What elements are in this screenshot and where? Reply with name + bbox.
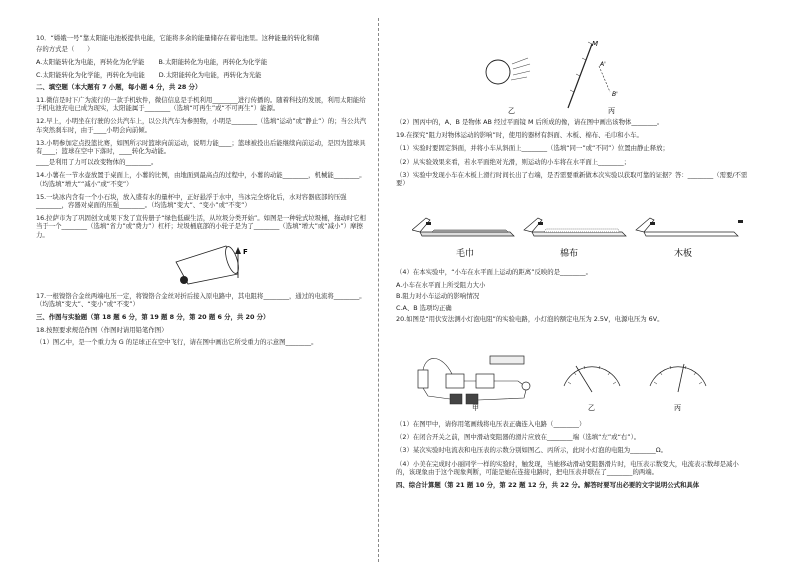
cart bbox=[426, 222, 431, 225]
circuit-label: 甲 bbox=[472, 404, 479, 412]
surface-wood-label: 木板 bbox=[674, 249, 693, 259]
question-19: 19.在探究“阻力对物体运动的影响”时，使用的器材有斜面、木板、棉布、毛巾和小车。 bbox=[396, 131, 643, 140]
question-20: 20.如图是“用伏安法测小灯泡电阻”的实验电路，小灯泡的额定电压为 2.5V，电源电压为 6V。 bbox=[396, 314, 664, 323]
question-11: 11.微信是时下广为流行的一款手机软件，微信信息是手机利用________进行传播的。随着科技的发展，利用太阳能给手机电池充电已成为现实，太阳能属于________（选填“可再生”或“不可再生”）能源。 bbox=[36, 96, 366, 113]
right-column-upper bbox=[396, 118, 748, 192]
trash-can-figure bbox=[166, 244, 286, 292]
option-a: A.太阳能转化为电能，再转化为化学能 bbox=[36, 58, 145, 67]
section-4-heading: 四、综合计算题（第 21 题 10 分，第 22 题 12 分，共 22 分。解答时要写出必要的文字说明公式和具体 bbox=[396, 481, 700, 490]
motion-line bbox=[513, 71, 530, 75]
voltmeter-dial bbox=[650, 364, 706, 392]
question-18: 18.按照要求规范作图（作图时请用铅笔作图） bbox=[36, 326, 168, 335]
question-20-part-2: （2）在闭合开关之前，图中滑动变阻器的滑片应放在________端（选填“左”或“右”）。 bbox=[396, 433, 641, 442]
question-12: 12.早上，小明坐在行驶的公共汽车上，以公共汽车为参照物，小明是________（选填“运动”或“静止”）的；当公共汽车突然刹车时，由于____小明会向前倾。 bbox=[36, 117, 367, 134]
figure-yi-label: 乙 bbox=[508, 107, 515, 115]
figures-yi-bing bbox=[396, 36, 748, 116]
question-20-part-4: （4）小美在完成时小丽同学一样的实验时，触发现，当她移动滑动变阻器滑片时，电压表示数变大，电流表示数却是减小的，该现象由于这个现象判断，可能是她在连接电路时，把电压表并联在了________的两端。 bbox=[396, 459, 739, 476]
surface-cotton-label: 棉布 bbox=[560, 249, 579, 259]
cart bbox=[738, 220, 743, 223]
mirror-hatch bbox=[570, 90, 574, 92]
voltmeter-label: 丙 bbox=[674, 404, 681, 412]
question-15: 15.一块冰内含有一个小石块，放入盛有水的量杯中，正好悬浮于水中，当冰完全熔化后，水对容器底部的压强________，容器对桌面的压强________。（均选填“变大”、“变小”或“不变”） bbox=[36, 192, 347, 210]
image-line-ab bbox=[599, 66, 610, 92]
question-13: 13.小明参加定点投篮比赛，如图所示时篮球向前运动，说明力能____；篮球被投出后能继续向前运动，是因为篮球具有____；篮球在空中下落时，____转化为动能。 bbox=[36, 138, 366, 156]
surface-towel-label: 毛巾 bbox=[456, 249, 475, 259]
column-divider bbox=[378, 18, 379, 562]
question-10-options-row1 bbox=[36, 58, 368, 66]
right-column-lower bbox=[396, 420, 748, 494]
ammeter-label: 乙 bbox=[588, 404, 595, 412]
question-13-cont: ____是利用了力可以改变物体的________。 bbox=[36, 158, 158, 167]
question-19-option-c: C.A、B 选项均正确 bbox=[396, 303, 452, 312]
cart bbox=[538, 222, 543, 225]
question-19-part-4: （4）在本实验中，“小车在水平面上运动的距离”反映的是________。 bbox=[396, 268, 593, 276]
force-label: F bbox=[243, 247, 248, 256]
question-18-part-1: （1）图乙中，是一个重力为 G 的足球正在空中飞行，请在图中画出它所受重力的示意图________。 bbox=[36, 337, 318, 346]
circuit-figures bbox=[414, 348, 766, 412]
question-16: 16.拉萨市为了巩固创文成果下发了宣传册子“绿色低碳生活，从垃圾分类开始”。如图是一种轮式垃圾桶，拖动时它相当于一个________（选填“省力”或“费力”）杠杆；垃圾桶底部的小轮子是为了________（选填“增大”或“减小”）摩擦力。 bbox=[36, 214, 366, 239]
question-18-part-2: （2）图丙中的，A、B 是物体 AB 经过平面镜 M 后所成的像，请在图中画出该物体________。 bbox=[396, 118, 664, 126]
ramp-towel bbox=[412, 218, 514, 236]
question-14: 14.小薯在一节水壶放置于桌面上，小薯的比例，由地面到最高点的过程中，小薯的动能________，机械能________。（均选填“增大”“减小”或“不变”） bbox=[36, 171, 366, 188]
left-column bbox=[36, 34, 368, 351]
option-c: C.太阳能转化为化学能，再转化为电能 bbox=[36, 70, 145, 79]
circuit-diagram bbox=[418, 356, 530, 404]
question-19-part-3: （3）实验中发现小车在木板上滑行时间长出了右端，是否需要重新做本次实验以获取可靠的证据？答：________（需要/不需要） bbox=[396, 170, 748, 188]
cart bbox=[650, 222, 655, 225]
trash-can-wheel bbox=[180, 276, 188, 284]
section-3-heading: 三、作图与实验题（第 18 题 6 分，第 19 题 8 分，第 20 题 6 分，共 20 分） bbox=[36, 313, 270, 322]
figure-bing-label: 丙 bbox=[608, 107, 615, 115]
mirror-hatch bbox=[576, 74, 580, 76]
ammeter-dial bbox=[564, 366, 620, 392]
question-17: 17.一根镍铬合金丝两端电压一定，将镍铬合金丝对折后接入原电路中，其电阻将________，通过的电流将________。（均选填“变大”、“变小”或“不变”） bbox=[36, 291, 366, 309]
mirror-hatch bbox=[582, 58, 586, 60]
ramp-cotton bbox=[524, 218, 626, 236]
motion-line bbox=[512, 58, 528, 64]
football bbox=[486, 60, 510, 84]
option-d: D.太阳能转化为电能，再转化为光能 bbox=[158, 70, 262, 79]
right-column-middle bbox=[396, 268, 748, 328]
question-20-part-1: （1）在图甲中，请你用笔画线将电压表正确连入电路（________） bbox=[396, 420, 586, 428]
motion-line bbox=[513, 64, 530, 69]
question-10-text-cont: 存的方式是（ ） bbox=[36, 45, 94, 54]
question-19-part-1: （1）实验时要固定斜面，并将小车从斜面上________（选填“同一”或“不同”）位置由静止释放； bbox=[396, 144, 669, 153]
question-10-text: 10．“嫦娥一号”靠太阳能电池板提供电能，它能将多余的能量储存在蓄电池里。这种能量的转化和储 bbox=[36, 34, 320, 42]
ramp-figure bbox=[412, 216, 764, 262]
point-a-label: A' bbox=[600, 61, 606, 68]
question-20-part-3: （3）某次实验时电流表和电压表的示数分别如图乙、丙所示，此时小灯泡的电阻为________Ω。 bbox=[396, 446, 667, 455]
point-b-label: B' bbox=[612, 91, 618, 98]
force-arrow-head bbox=[235, 247, 241, 254]
question-19-part-2: （2）从实验效果来看，若水平面绝对光滑，则运动的小车将在水平面上________； bbox=[396, 157, 631, 166]
ramp-wood bbox=[636, 218, 738, 236]
section-2-heading: 二、填空题（本大题有 7 小题，每小题 4 分，共 28 分） bbox=[36, 82, 202, 91]
mirror-label: M bbox=[592, 40, 599, 48]
question-19-option-a: A.小车在水平面上所受阻力大小 bbox=[396, 281, 486, 290]
question-19-option-b: B.阻力对小车运动的影响情况 bbox=[396, 292, 480, 301]
option-b: B.太阳能转化为电能，再转化为化学能 bbox=[158, 58, 268, 67]
motion-line bbox=[511, 77, 527, 80]
question-10-options-row2 bbox=[36, 71, 368, 79]
trash-can-figure-space bbox=[36, 244, 368, 292]
